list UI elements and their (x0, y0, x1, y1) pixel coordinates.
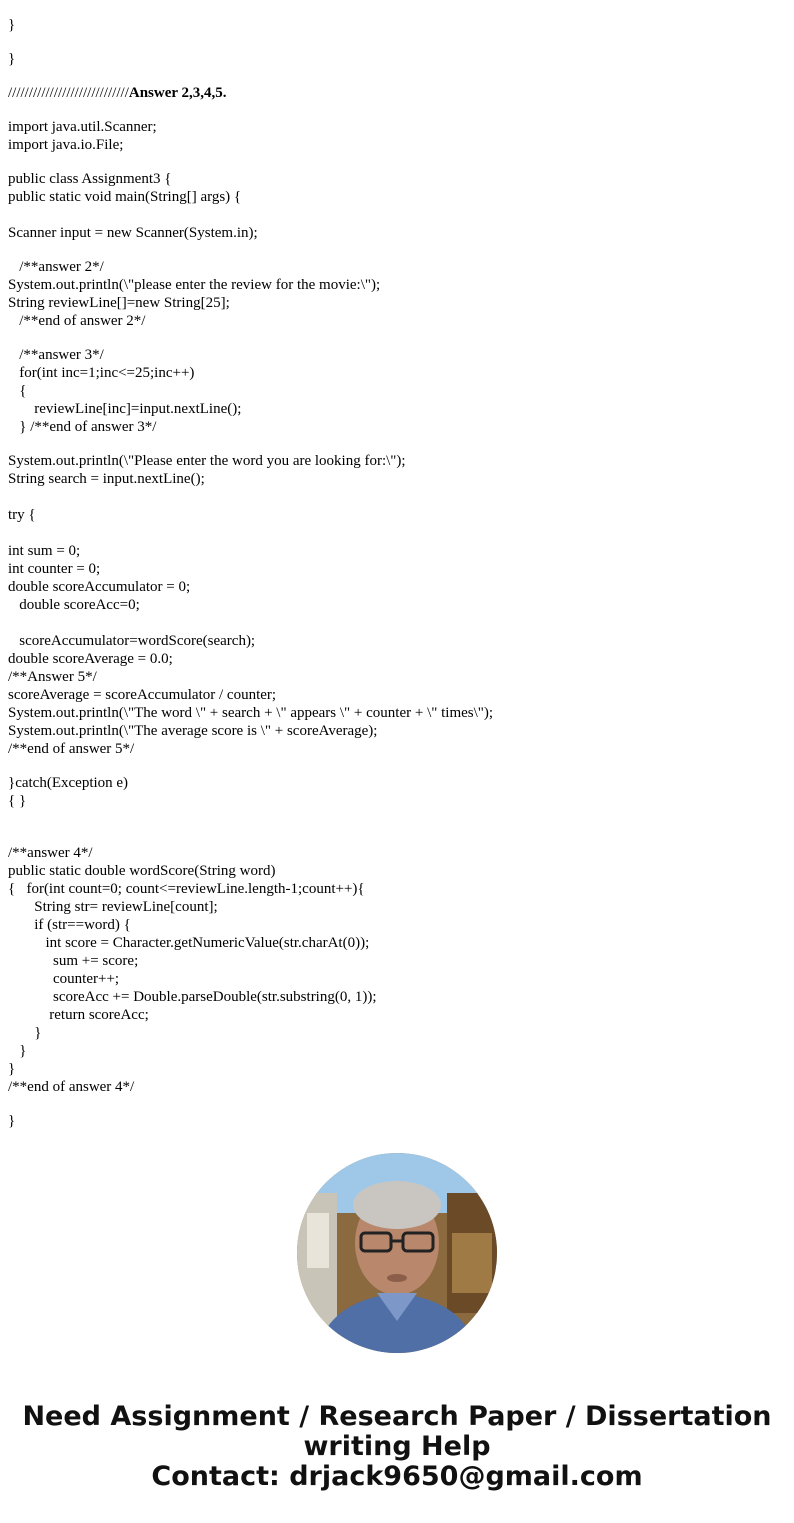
slash-divider: ///////////////////////////// (8, 85, 129, 101)
code-line: System.out.println(\"The word \" + search + \" appears \" + counter + \" times\"); (8, 705, 494, 721)
code-line: { (8, 383, 27, 399)
code-line: public static double wordScore(String word) (8, 863, 276, 879)
code-line: } (8, 17, 16, 33)
promo-footer (0, 1402, 794, 1492)
code-line: scoreAcc += Double.parseDouble(str.substring(0, 1)); (8, 989, 377, 1005)
code-line: double scoreAverage = 0.0; (8, 651, 173, 667)
code-line: String search = input.nextLine(); (8, 471, 205, 487)
code-line: } /**end of answer 3*/ (8, 419, 157, 435)
code-line: /**end of answer 4*/ (8, 1079, 135, 1095)
author-avatar (297, 1153, 497, 1353)
code-line: public static void main(String[] args) { (8, 189, 242, 205)
code-line: for(int inc=1;inc<=25;inc++) (8, 365, 195, 381)
code-line: import java.util.Scanner; (8, 119, 157, 135)
code-line: /**answer 2*/ (8, 259, 104, 275)
promo-line-2: writing Help (303, 1431, 491, 1462)
code-line: int sum = 0; (8, 543, 81, 559)
code-line: int counter = 0; (8, 561, 101, 577)
code-line: } (8, 1061, 16, 1077)
code-line: } (8, 1113, 16, 1129)
code-line: if (str==word) { (8, 917, 131, 933)
code-line: System.out.println(\"The average score is \" + scoreAverage); (8, 723, 378, 739)
code-line: /**answer 3*/ (8, 347, 104, 363)
code-line: /**end of answer 2*/ (8, 313, 146, 329)
person-photo-icon (297, 1153, 497, 1353)
code-line: counter++; (8, 971, 120, 987)
code-line: { } (8, 793, 27, 809)
code-line: } (8, 1043, 27, 1059)
code-line: /**end of answer 5*/ (8, 741, 135, 757)
contact-line: Contact: drjack9650@gmail.com (151, 1461, 643, 1492)
code-line: import java.io.File; (8, 137, 124, 153)
answer-heading-label: Answer 2,3,4,5. (128, 85, 227, 101)
code-line: } (8, 1025, 42, 1041)
code-line: double scoreAcc=0; (8, 597, 140, 613)
code-line: scoreAccumulator=wordScore(search); (8, 633, 256, 649)
code-line: try { (8, 507, 36, 523)
code-line: /**Answer 5*/ (8, 669, 97, 685)
code-line: System.out.println(\"Please enter the word you are looking for:\"); (8, 453, 406, 469)
code-line: /**answer 4*/ (8, 845, 93, 861)
code-line: public class Assignment3 { (8, 171, 172, 187)
answer-heading (8, 84, 227, 102)
code-line: sum += score; (8, 953, 139, 969)
promo-line-1: Need Assignment / Research Paper / Dissertation (22, 1401, 772, 1432)
code-line: double scoreAccumulator = 0; (8, 579, 191, 595)
code-line: String str= reviewLine[count]; (8, 899, 218, 915)
code-line: }catch(Exception e) (8, 775, 129, 791)
code-line: Scanner input = new Scanner(System.in); (8, 225, 258, 241)
code-line: System.out.println(\"please enter the review for the movie:\"); (8, 277, 381, 293)
code-line: int score = Character.getNumericValue(str.charAt(0)); (8, 935, 370, 951)
code-line: } (8, 51, 16, 67)
code-line: scoreAverage = scoreAccumulator / counter; (8, 687, 277, 703)
code-line: reviewLine[inc]=input.nextLine(); (8, 401, 242, 417)
code-line: { for(int count=0; count<=reviewLine.length-1;count++){ (8, 881, 365, 897)
code-line: return scoreAcc; (8, 1007, 149, 1023)
code-line: String reviewLine[]=new String[25]; (8, 295, 230, 311)
